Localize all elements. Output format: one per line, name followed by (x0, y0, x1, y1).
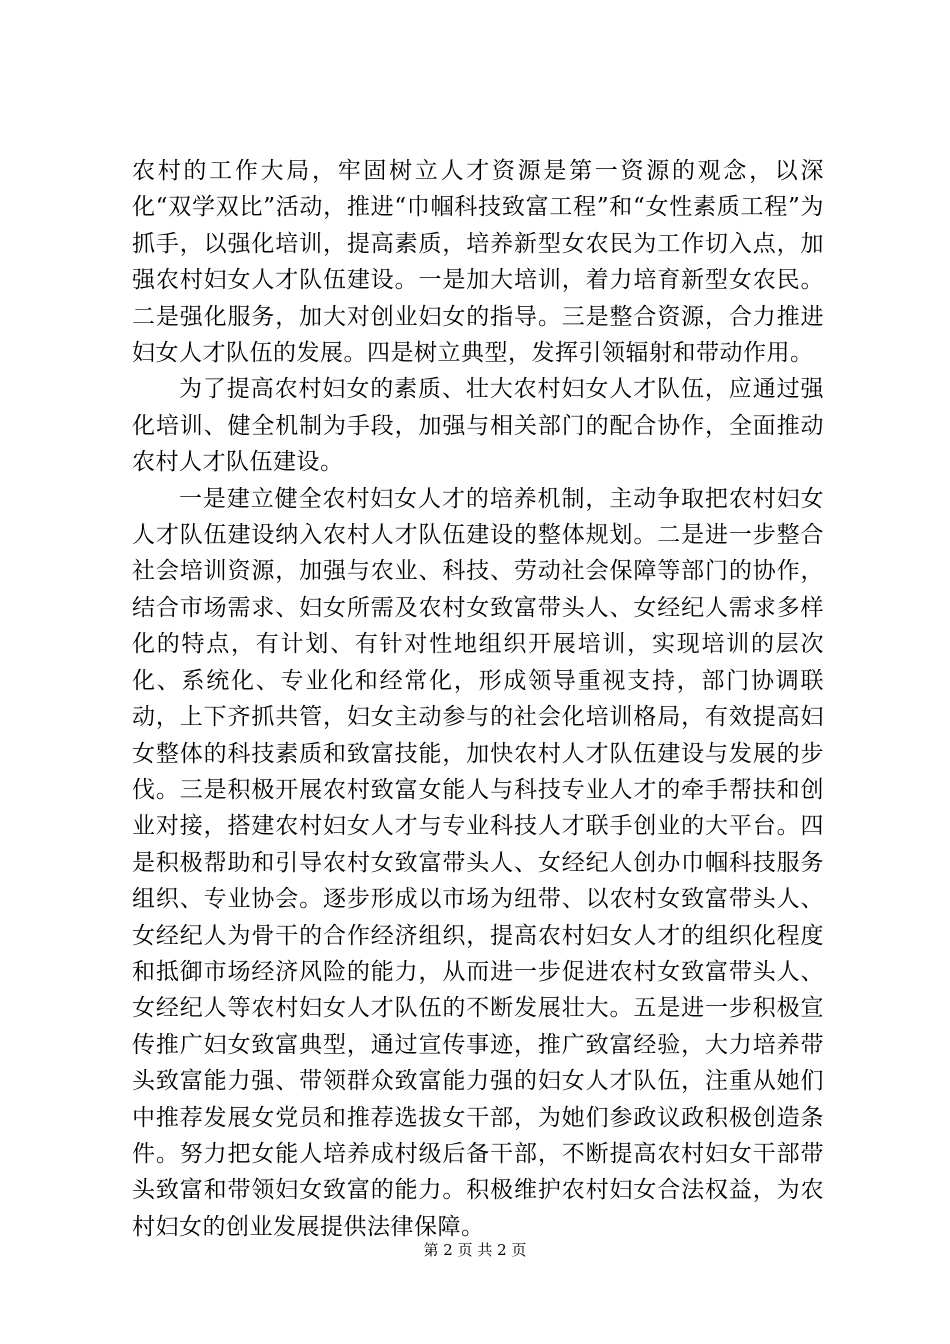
paragraph-intro: 为了提高农村妇女的素质、壮大农村妇女人才队伍，应通过强化培训、健全机制为手段，加强与相关部门的配合协作，全面推动农村人才队伍建设。 (132, 376, 824, 476)
page-number-footer: 第 2 页 共 2 页 (423, 1241, 527, 1259)
paragraph-continuation: 农村的工作大局，牢固树立人才资源是第一资源的观念，以深化“双学双比”活动，推进“巾帼科技致富工程”和“女性素质工程”为抓手，以强化培训，提高素质，培养新型女农民为工作切入点，加强农村妇女人才队伍建设。一是加大培训，着力培育新型女农民。二是强化服务，加大对创业妇女的指导。三是整合资源，合力推进妇女人才队伍的发展。四是树立典型，发挥引领辐射和带动作用。 (132, 158, 824, 367)
document-body (132, 153, 824, 1245)
paragraph-measures: 一是建立健全农村妇女人才的培养机制，主动争取把农村妇女人才队伍建设纳入农村人才队伍建设的整体规划。二是进一步整合社会培训资源，加强与农业、科技、劳动社会保障等部门的协作，结合市场需求、妇女所需及农村女致富带头人、女经纪人需求多样化的特点，有计划、有针对性地组织开展培训，实现培训的层次化、系统化、专业化和经常化，形成领导重视支持，部门协调联动，上下齐抓共管，妇女主动参与的社会化培训格局，有效提高妇女整体的科技素质和致富技能，加快农村人才队伍建设与发展的步伐。三是积极开展农村致富女能人与科技专业人才的牵手帮扶和创业对接，搭建农村妇女人才与专业科技人才联手创业的大平台。四是积极帮助和引导农村女致富带头人、女经纪人创办巾帼科技服务组织、专业协会。逐步形成以市场为纽带、以农村女致富带头人、女经纪人为骨干的合作经济组织，提高农村妇女人才的组织化程度和抵御市场经济风险的能力，从而进一步促进农村女致富带头人、女经纪人等农村妇女人才队伍的不断发展壮大。五是进一步积极宣传推广妇女致富典型，通过宣传事迹，推广致富经验，大力培养带头致富能力强、带领群众致富能力强的妇女人才队伍，注重从她们中推荐发展女党员和推荐选拔女干部，为她们参政议政积极创造条件。努力把女能人培养成村级后备干部，不断提高农村妇女干部带头致富和带领妇女致富的能力。积极维护农村妇女合法权益，为农村妇女的创业发展提供法律保障。 (132, 485, 824, 1240)
